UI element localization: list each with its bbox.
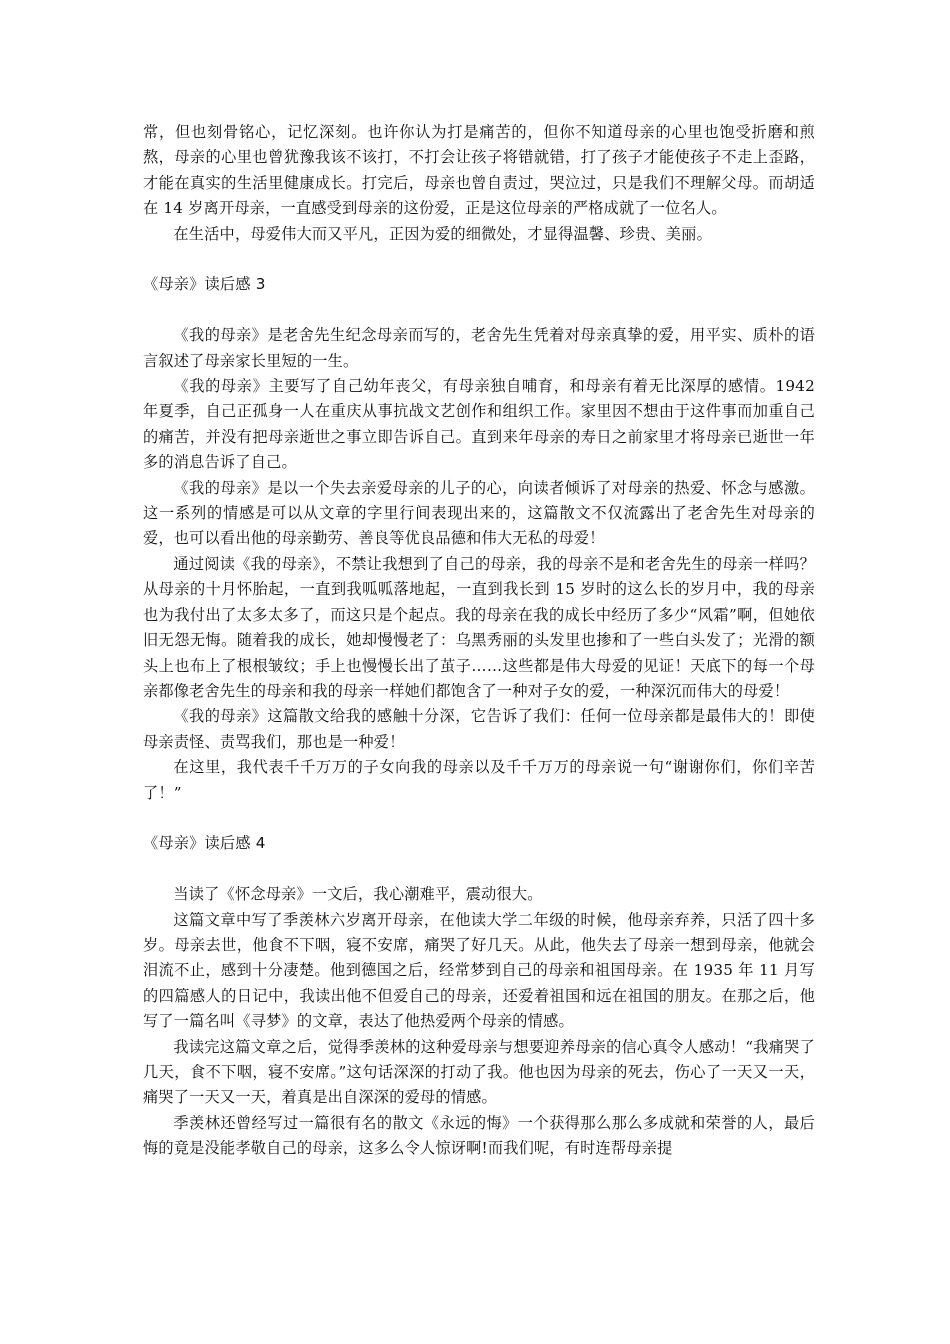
paragraph: 我读完这篇文章之后，觉得季羡林的这种爱母亲与想要迎养母亲的信心真令人感动！“我痛哭了几天，食不下咽，寝不安席。”这句话深深的打动了我。他也因为母亲的死去，伤心了一天又一天，痛哭了一天又一天，着真是出自深深的爱母的情感。 [143, 1037, 815, 1107]
section-reading-notes-4 [143, 831, 815, 1161]
section-continuation [143, 120, 815, 247]
section-heading: 《母亲》读后感 4 [143, 834, 266, 853]
section-reading-notes-3 [143, 272, 815, 806]
spacer [143, 298, 815, 323]
paragraph: 在这里，我代表千千万万的子女向我的母亲以及千千万万的母亲说一句“谢谢你们，你们辛苦了！” [143, 758, 815, 802]
document-body [143, 120, 815, 1162]
paragraph: 季羡林还曾经写过一篇很有名的散文《永远的悔》一个获得那么那么多成就和荣誉的人，最后悔的竟是没能孝敬自己的母亲，这多么令人惊讶啊!而我们呢，有时连帮母亲提 [143, 1113, 815, 1158]
spacer [143, 247, 815, 272]
paragraph: 这篇文章中写了季羡林六岁离开母亲，在他读大学二年级的时候，他母亲弃养，只活了四十多岁。母亲去世，他食不下咽，寝不安席，痛哭了好几天。从此，他失去了母亲一想到母亲，他就会泪流不止，感到十分凄楚。他到德国之后，经常梦到自己的母亲和祖国母亲。在 1935 年 11 月写的四篇感人的日记中，我读出他不但爱自己的母亲，还爱着祖国和远在祖国的朋友。在那之后，他写了一篇名叫《寻梦》的文章，表达了他热爱两个母亲的情感。 [143, 910, 815, 1031]
paragraph: 当读了《怀念母亲》一文后，我心潮难平，震动很大。 [173, 885, 543, 904]
paragraph: 《我的母亲》是老舍先生纪念母亲而写的，老舍先生凭着对母亲真挚的爱，用平实、质朴的语言叙述了母亲家长里短的一生。 [143, 326, 815, 370]
paragraph: 在生活中，母爱伟大而又平凡，正因为爱的细微处，才显得温馨、珍贵、美丽。 [173, 224, 712, 243]
paragraph: 常，但也刻骨铭心，记忆深刻。也许你认为打是痛苦的，但你不知道母亲的心里也饱受折磨和煎熬，母亲的心里也曾犹豫我该不该打，不打会让孩子将错就错，打了孩子才能使孩子不走上歪路，才能在真实的生活里健康成长。打完后，母亲也曾自责过，哭泣过，只是我们不理解父母。而胡适在 14 岁离开母亲，一直感受到母亲的这份爱，正是这位母亲的严格成就了一位名人。 [143, 123, 815, 218]
spacer [143, 857, 815, 882]
paragraph: 《我的母亲》是以一个失去亲爱母亲的儿子的心，向读者倾诉了对母亲的热爱、怀念与感激。这一系列的情感是可以从文章的字里行间表现出来的，这篇散文不仅流露出了老舍先生对母亲的爱，也可以看出他的母亲勤劳、善良等优良品德和伟大无私的母爱！ [143, 478, 815, 548]
spacer [143, 806, 815, 831]
section-heading: 《母亲》读后感 3 [143, 275, 266, 294]
paragraph: 《我的母亲》这篇散文给我的感触十分深，它告诉了我们：任何一位母亲都是最伟大的！即使母亲责怪、责骂我们，那也是一种爱！ [143, 707, 815, 751]
paragraph: 通过阅读《我的母亲》，不禁让我想到了自己的母亲，我的母亲不是和老舍先生的母亲一样吗？从母亲的十月怀胎起，一直到我呱呱落地起，一直到我长到 15 岁时的这么长的岁月中，我的母亲也为我付出了太多太多了，而这只是个起点。我的母亲在我的成长中经历了多少“风霜”啊，但她依旧无怨无悔。随着我的成长，她却慢慢老了：乌黑秀丽的头发里也掺和了一些白头发了；光滑的额头上也布上了根根皱纹；手上也慢慢长出了茧子……这些都是伟大母爱的见证！天底下的每一个母亲都像老舍先生的母亲和我的母亲一样她们都饱含了一种对子女的爱，一种深沉而伟大的母爱！ [143, 554, 815, 700]
paragraph: 《我的母亲》主要写了自己幼年丧父，有母亲独自哺育，和母亲有着无比深厚的感情。1942 年夏季，自己正孤身一人在重庆从事抗战文艺创作和组织工作。家里因不想由于这件事而加重自己的痛苦，并没有把母亲逝世之事立即告诉自己。直到来年母亲的寿日之前家里才将母亲已逝世一年多的消息告诉了自己。 [143, 377, 815, 472]
